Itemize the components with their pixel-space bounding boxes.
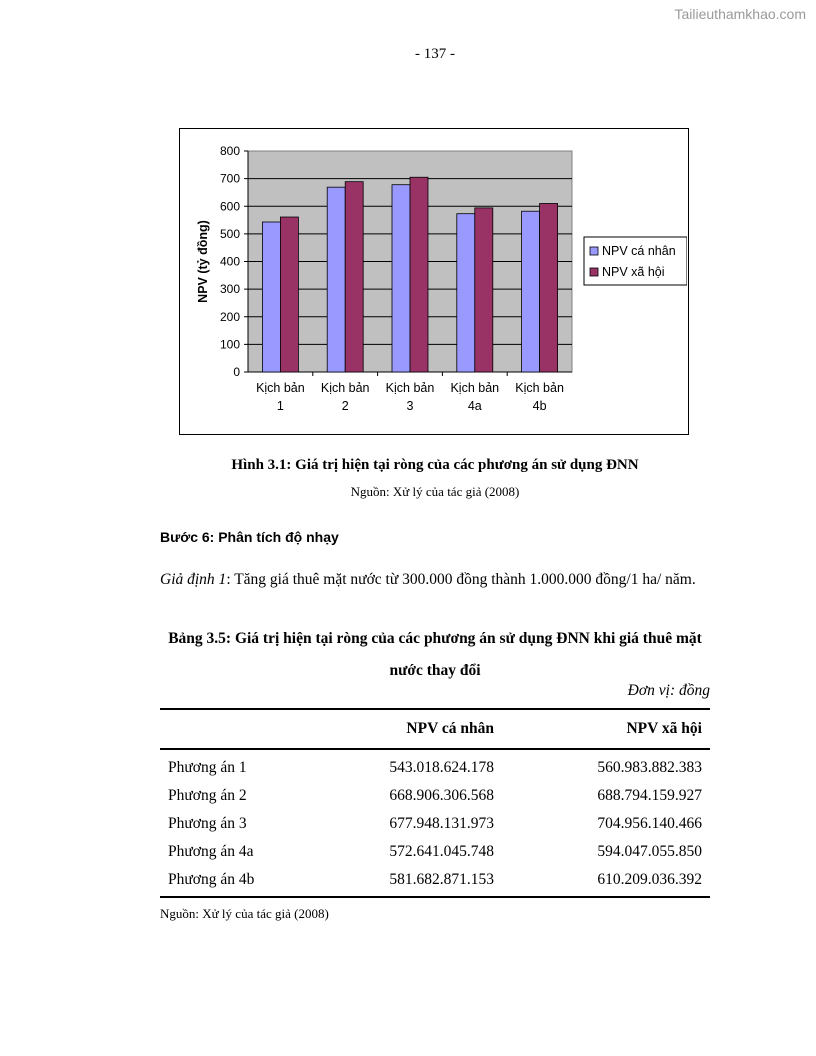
x-tick-label: Kịch bản (320, 381, 370, 395)
table-cell: 688.794.159.927 (597, 787, 702, 804)
table-header-cell (160, 709, 326, 749)
legend-swatch (590, 268, 598, 276)
bar (262, 222, 280, 372)
table-row (160, 782, 710, 810)
table-cell: 677.948.131.973 (389, 815, 494, 832)
bar (475, 208, 493, 372)
x-tick-label: 1 (276, 399, 284, 413)
page-number: - 137 - (415, 46, 455, 62)
watermark: Tailieuthamkhao.com (674, 6, 806, 22)
table-row (160, 838, 710, 866)
table-title: Bảng 3.5: Giá trị hiện tại ròng của các phương án sử dụng ĐNN khi giá thuê mặt nước thay đổi (168, 630, 702, 679)
y-axis-label: NPV (tỷ đồng) (196, 220, 210, 303)
y-tick-label: 0 (233, 365, 240, 379)
bar (410, 177, 428, 372)
x-tick-label: 3 (406, 399, 414, 413)
y-tick-label: 300 (219, 282, 240, 297)
table-unit: Đơn vị: đồng (627, 682, 710, 699)
table-cell: 581.682.871.153 (326, 866, 502, 897)
bar (280, 217, 298, 372)
y-tick-label: 700 (219, 171, 240, 186)
table-row (160, 866, 710, 897)
y-tick-label: 500 (219, 226, 240, 241)
x-tick-label: Kịch bản (385, 381, 435, 395)
table-cell: Phương án 4a (168, 843, 254, 860)
assumption-text: : Tăng giá thuê mặt nước từ 300.000 đồng thành 1.000.000 đồng/1 ha/ năm. (226, 571, 696, 588)
legend-swatch (590, 247, 598, 255)
bar (457, 214, 475, 372)
assumption-lead: Giả định 1 (160, 571, 227, 588)
table-cell: 560.983.882.383 (597, 759, 702, 776)
npv-bar-chart (180, 129, 687, 433)
bar (327, 187, 345, 372)
section-heading: Bước 6: Phân tích độ nhạy (160, 529, 339, 545)
y-tick-label: 200 (219, 309, 240, 324)
figure-caption: Hình 3.1: Giá trị hiện tại ròng của các phương án sử dụng ĐNN (231, 457, 639, 473)
bar (345, 182, 363, 372)
bar (540, 203, 558, 372)
table-cell: 704.956.140.466 (597, 815, 702, 832)
table-cell: 543.018.624.178 (389, 759, 494, 776)
y-tick-label: 800 (219, 144, 240, 158)
table-row (160, 749, 710, 782)
table-cell: 668.906.306.568 (389, 787, 494, 804)
x-tick-label: 4a (467, 399, 482, 413)
y-tick-label: 400 (219, 254, 240, 269)
table-cell: Phương án 2 (168, 787, 247, 804)
table-header-row (160, 709, 710, 749)
x-tick-label: Kịch bản (515, 381, 564, 395)
legend-label: NPV xã hội (602, 265, 665, 279)
npv-chart-frame (179, 128, 689, 435)
x-tick-label: Kịch bản (450, 381, 500, 395)
y-tick-label: 100 (219, 337, 240, 352)
table-cell: 610.209.036.392 (502, 866, 710, 897)
table-cell: 572.641.045.748 (389, 843, 494, 860)
y-tick-label: 600 (219, 199, 240, 214)
x-tick-label: 4b (532, 399, 547, 413)
x-tick-label: 2 (341, 399, 349, 413)
bar (392, 185, 410, 372)
table-source: Nguồn: Xử lý của tác giả (2008) (160, 906, 329, 921)
table-row (160, 810, 710, 838)
table-cell: 594.047.055.850 (597, 843, 702, 860)
table-cell: Phương án 1 (168, 759, 247, 776)
legend-label: NPV cá nhân (602, 244, 676, 258)
npv-table (160, 708, 710, 898)
table-cell: Phương án 4b (160, 866, 326, 897)
table-header-cell: NPV cá nhân (326, 709, 502, 749)
assumption-paragraph (160, 565, 710, 595)
bar (522, 211, 540, 372)
table-cell: Phương án 3 (168, 815, 247, 832)
figure-source: Nguồn: Xử lý của tác giả (2008) (350, 484, 520, 499)
table-header-cell: NPV xã hội (502, 709, 710, 749)
x-tick-label: Kịch bản (256, 381, 305, 395)
